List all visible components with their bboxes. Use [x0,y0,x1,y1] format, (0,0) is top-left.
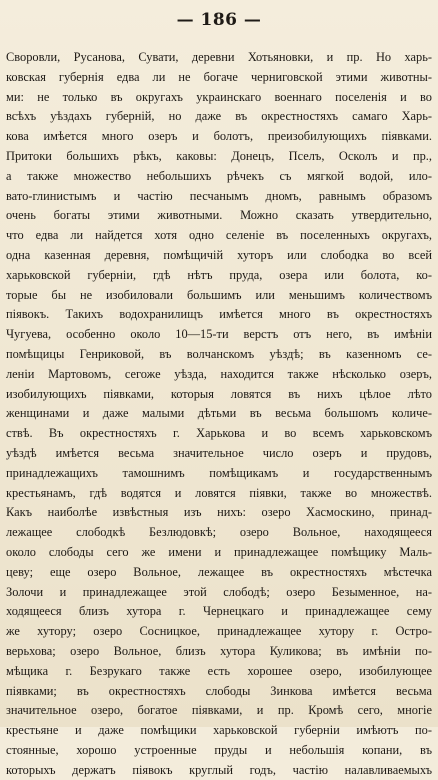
text-line: верьхова; озеро Вольное, близъ хутора Куликова; въ имѣніи по- [6,643,432,658]
text-line: что едва ли найдется хотя одно селеніе въ поселенныхъ округахъ, [6,228,432,243]
text-line: вато-глинистымъ и частію песчанымъ дномъ, равнымъ образомъ [6,188,432,203]
text-line: всѣхъ уѣздахъ губерній, но даже въ окрестностяхъ самаго Харь- [6,109,432,124]
text-line: ковская губернія едва ли не богаче черниговской этими животны- [6,69,432,84]
text-line: Своровли, Русанова, Сувати, деревни Хотьяновки, и пр. Но харь- [6,50,432,64]
text-line: ствѣ. Въ окрестностяхъ г. Харькова и во всемъ харьковскомъ [6,426,432,441]
text-line: мѣщика г. Безрукаго также есть хорошее озеро, изобилующее [6,663,432,678]
text-line: цеву; еще озеро Вольное, лежащее въ окрестностяхъ мѣстечка [6,564,432,579]
text-line: Притоки большихъ рѣкъ, каковы: Донецъ, Пселъ, Осколъ и пр., [6,148,432,163]
text-line: которыхъ держатъ піявокъ круглый годъ, частію налавливаемыхъ [6,762,432,777]
text-line: харьковской губерніи, гдѣ нѣтъ пруда, озера или болота, ко- [6,267,432,282]
text-line: женщинами и даже малыми дѣтьми въ весьма большомъ количе- [6,406,432,421]
text-line: значительное озеро, богатое піявками, и пр. Кромѣ сего, многіе [6,703,432,718]
page-number: — 186 — [176,10,262,30]
text-line: уѣздѣ имѣется весьма значительное число озеръ и прудовъ, [6,445,432,460]
text-line: торые бы не изобиловали большимъ или меньшимъ количествомъ [6,287,432,302]
text-line: принадлежащихъ тамошнимъ помѣщикамъ и государственнымъ [6,465,432,480]
text-line: очень богаты этими животными. Можно сказать утвердительно, [6,208,432,223]
text-line: Чугуева, особенно около 10—15-ти верстъ отъ него, въ имѣніи [6,327,432,342]
text-line: помѣщицы Генриковой, въ волчанскомъ уѣздѣ; въ казенномъ се- [6,346,432,361]
text-line: леніи Мартовомъ, сегоже уѣзда, находится также нѣсколько озеръ, [6,366,432,381]
text-line: крестьянамъ, гдѣ водятся и ловятся піявки, также во множествѣ. [6,485,432,500]
text-line: крестьяне и даже помѣщики харьковской губерніи имѣютъ по- [6,723,432,738]
text-line: ходящееся близъ хутора г. Чернецкаго и принадлежащее сему [6,604,432,619]
body-text [6,48,432,780]
text-line: около слободы сего же имени и принадлежащее помѣщику Маль- [6,544,432,559]
text-line: Какъ наиболѣе извѣстныя изъ нихъ: озеро Хасмоскино, принад- [6,505,432,520]
text-line: стоянные, хорошо устроенные пруды и небольшія копани, въ [6,742,432,757]
text-line: же хутору; озеро Сосницкое, принадлежащее хутору г. Остро- [6,624,432,639]
text-line: Золочи и принадлежащее этой слободѣ; озеро Безыменное, на- [6,584,432,599]
text-line: а также множество небольшихъ рѣчекъ съ мягкой водой, ило- [6,168,432,183]
text-line: піявокъ. Такихъ водохранилищъ имѣется много въ окрестностяхъ [6,307,432,322]
text-line: кова имѣется много озеръ и болотъ, преизобилующихъ піявками. [6,129,432,144]
text-line: ми: не только въ округахъ украинскаго военнаго поселенія и во [6,89,432,104]
text-line: лежащее слободкѣ Безлюдовкѣ; озеро Вольное, находящееся [6,525,432,540]
text-line: одна казенная деревня, помѣщичій хуторъ или слободка во всей [6,247,432,262]
text-line: піявками; въ окрестностяхъ слободы Зинкова имѣется весьма [6,683,432,698]
text-line: изобилующихъ піявками, которыя ловятся въ нихъ цѣлое лѣто [6,386,432,401]
